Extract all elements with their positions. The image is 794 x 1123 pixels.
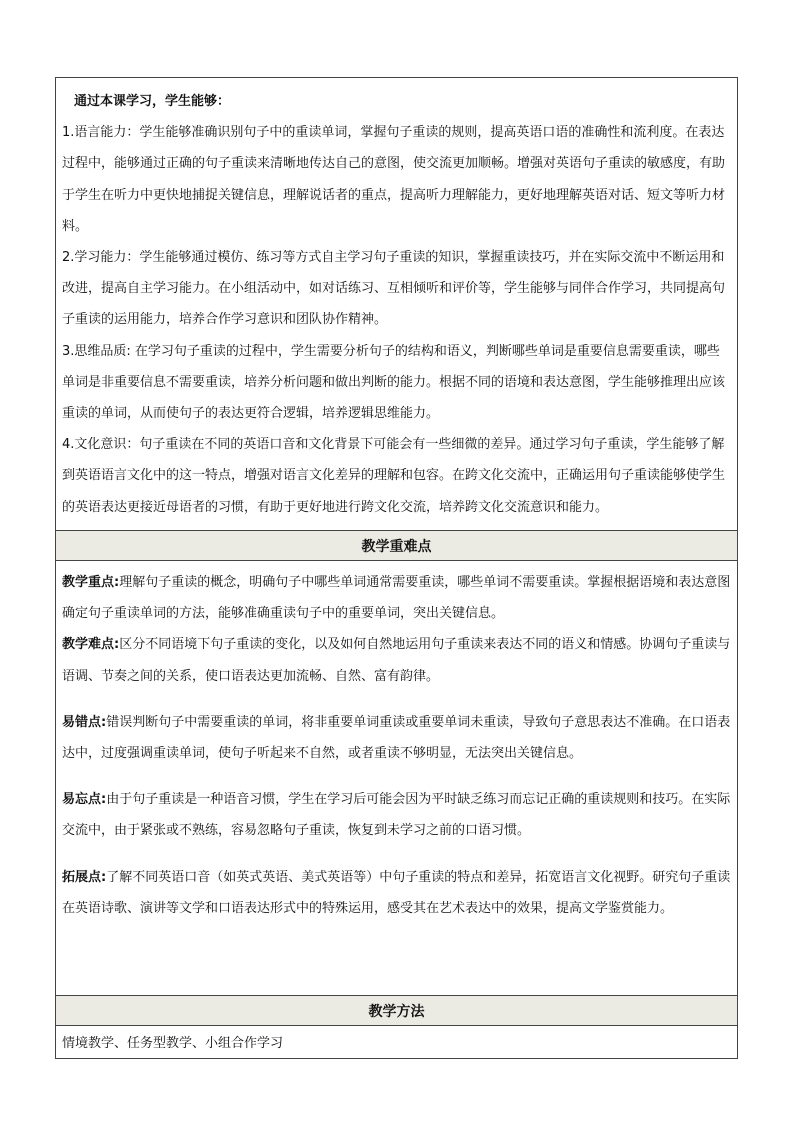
goal-thinking-quality: 3.思维品质: 在学习句子重读的过程中，学生需要分析句子的结构和语义，判断哪些单词是重要信息需要重读，哪些单词是非重要信息不需要重读，培养分析问题和做出判断的能力。根据不同的语境和表达意图，学生能够推理出应该重读的单词，从而使句子的表达更符合逻辑，培养逻辑思维能力。: [62, 343, 726, 422]
teaching-focus-text: 理解句子重读的概念，明确句子中哪些单词通常需要重读，哪些单词不需要重读。掌握根据语境和表达意图确定句子重读单词的方法，能够准确重读句子中的重要单词，突出关键信息。: [62, 575, 731, 622]
goals-intro: 通过本课学习，学生能够：: [74, 94, 231, 109]
easily-forgotten-point: [62, 784, 731, 846]
extension-text: 了解不同英语口音（如英式英语、美式英语等）中句子重读的特点和差异，拓宽语言文化视野。研究句子重读在英语诗歌、演讲等文学和口语表达形式中的特殊运用，感受其在艺术表达中的效果，提高文学鉴赏能力。: [62, 869, 731, 916]
error-prone-text: 错误判断句子中需要重读的单词，将非重要单词重读或重要单词未重读，导致句子意思表达不准确。在口语表达中，过度强调重读单词，使句子听起来不自然，或者重读不够明显，无法突出关键信息。: [62, 714, 731, 762]
teaching-focus-label: 教学重点:: [62, 575, 120, 590]
goal-language-ability: 1.语言能力：学生能够准确识别句子中的重读单词，掌握句子重读的规则，提高英语口语的准确性和流利度。在表达过程中，能够通过正确的句子重读来清晰地传达自己的意图，使交流更加顺畅。增强对英语句子重读的敏感度，有助于学生在听力中更快地捕捉关键信息，理解说话者的重点，提高听力理解能力，更好地理解英语对话、短文等听力材料。: [62, 125, 726, 234]
lesson-plan-table: [55, 77, 738, 1059]
methods-section: [56, 1026, 737, 1058]
easily-forgotten-label: 易忘点:: [62, 792, 107, 808]
key-points-section: [56, 561, 737, 996]
extension-point: [62, 862, 731, 924]
goal-learning-ability: 2.学习能力：学生能够通过模仿、练习等方式自主学习句子重读的知识，掌握重读技巧，并在实际交流中不断运用和改进，提高自主学习能力。在小组活动中，如对话练习、互相倾听和评价等，学生能够与同伴合作学习，共同提高句子重读的运用能力，培养合作学习意识和团队协作精神。: [62, 250, 726, 328]
spacer: [62, 847, 731, 862]
learning-goals-section: [56, 78, 737, 531]
methods-header: 教学方法: [56, 996, 737, 1026]
spacer: [62, 769, 731, 784]
teaching-difficulty: [62, 629, 731, 691]
teaching-focus: [62, 567, 731, 629]
teaching-difficulty-text: 区分不同语境下句子重读的变化，以及如何自然地运用句子重读来表达不同的语义和情感。协调句子重读与语调、节奏之间的关系，使口语表达更加流畅、自然、富有韵律。: [62, 637, 731, 684]
error-prone-label: 易错点:: [62, 714, 107, 730]
methods-text: 情境教学、任务型教学、小组合作学习: [62, 1036, 284, 1051]
extension-label: 拓展点:: [62, 869, 107, 885]
key-points-header: 教学重难点: [56, 531, 737, 561]
goal-cultural-awareness: 4.文化意识：句子重读在不同的英语口音和文化背景下可能会有一些细微的差异。通过学习句子重读，学生能够了解到英语语言文化中的这一特点，增强对语言文化差异的理解和包容。在跨文化交流中，正确运用句子重读能够使学生的英语表达更接近母语者的习惯，有助于更好地进行跨文化交流，培养跨文化交流意识和能力。: [62, 437, 726, 515]
teaching-difficulty-label: 教学难点:: [62, 637, 120, 653]
spacer: [62, 692, 731, 707]
easily-forgotten-text: 由于句子重读是一种语音习惯，学生在学习后可能会因为平时缺乏练习而忘记正确的重读规则和技巧。在实际交流中，由于紧张或不熟练，容易忽略句子重读，恢复到未学习之前的口语习惯。: [62, 792, 731, 839]
error-prone-point: [62, 707, 731, 769]
